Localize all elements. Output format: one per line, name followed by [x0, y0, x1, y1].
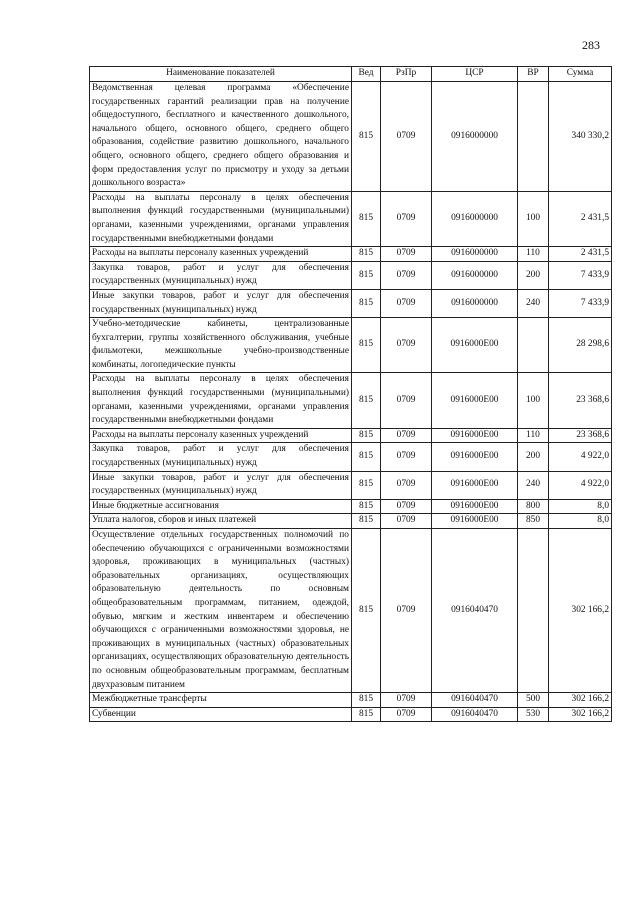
row-rzpr: 0709: [381, 191, 432, 246]
row-csr: 0916000Е00: [432, 428, 518, 443]
row-ved: 815: [352, 499, 381, 514]
row-vr: 110: [518, 428, 549, 443]
row-vr: 800: [518, 499, 549, 514]
header-ved: Вед: [352, 67, 381, 82]
row-sum: 2 431,5: [549, 191, 612, 246]
row-name: Иные бюджетные ассигнования: [90, 499, 352, 514]
row-sum: 302 166,2: [549, 707, 612, 722]
row-name: Ведомственная целевая программа «Обеспечение государственных гарантий реализации прав на получение общедоступного, бесплатного и качественного дошкольного, начального общего, основного общего, среднего общего образования, содействие развитию дошкольного, начального общего, основного общего, среднего общего образования и форм предоставления услуг по присмотру и уходу за детьми дошкольного возраста»: [90, 82, 352, 192]
row-name: Иные закупки товаров, работ и услуг для обеспечения государственных (муниципальных) нужд: [90, 289, 352, 317]
row-vr: 200: [518, 261, 549, 289]
row-csr: 0916040470: [432, 707, 518, 722]
header-name: Наименование показателей: [90, 67, 352, 82]
row-ved: 815: [352, 443, 381, 471]
row-sum: 8,0: [549, 499, 612, 514]
row-rzpr: 0709: [381, 82, 432, 192]
row-vr: 240: [518, 289, 549, 317]
table-row: [90, 289, 612, 317]
row-name: Расходы на выплаты персоналу в целях обеспечения выполнения функций государственными (муниципальными) органами, казенными учреждениями, органами управления государственными внебюджетными фондами: [90, 373, 352, 428]
row-rzpr: 0709: [381, 529, 432, 693]
row-csr: 0916000Е00: [432, 443, 518, 471]
row-ved: 815: [352, 191, 381, 246]
row-name: Осуществление отдельных государственных полномочий по обеспечению обучающихся с ограниченными возможностями здоровья, проживающих в муниципальных (частных) образовательных организациях, осуществляющих образовательную деятельность по основным общеобразовательным программам, питанием, одеждой, обувью, мягким и жестким инвентарем и обеспечению обучающихся с ограниченными возможностями здоровья, не проживающих в муниципальных (частных) образовательных организациях, осуществляющих образовательную деятельность по основным общеобразовательным программам, бесплатным двухразовым питанием: [90, 529, 352, 693]
row-vr: 110: [518, 247, 549, 262]
row-vr: 240: [518, 471, 549, 499]
table-row: [90, 443, 612, 471]
table-row: [90, 514, 612, 529]
row-rzpr: 0709: [381, 693, 432, 708]
row-rzpr: 0709: [381, 499, 432, 514]
budget-table: [89, 66, 612, 722]
row-name: Закупка товаров, работ и услуг для обеспечения государственных (муниципальных) нужд: [90, 443, 352, 471]
row-csr: 0916000Е00: [432, 514, 518, 529]
row-sum: 7 433,9: [549, 289, 612, 317]
row-csr: 0916000000: [432, 82, 518, 192]
table-row: [90, 261, 612, 289]
row-ved: 815: [352, 82, 381, 192]
row-sum: 23 368,6: [549, 373, 612, 428]
row-csr: 0916000000: [432, 191, 518, 246]
row-sum: 8,0: [549, 514, 612, 529]
row-csr: 0916000Е00: [432, 499, 518, 514]
table-header-row: [90, 67, 612, 82]
table-row: [90, 318, 612, 373]
row-rzpr: 0709: [381, 261, 432, 289]
table-row: [90, 707, 612, 722]
row-ved: 815: [352, 514, 381, 529]
row-name: Расходы на выплаты персоналу казенных учреждений: [90, 428, 352, 443]
table-row: [90, 499, 612, 514]
row-name: Закупка товаров, работ и услуг для обеспечения государственных (муниципальных) нужд: [90, 261, 352, 289]
row-vr: [518, 318, 549, 373]
row-vr: 850: [518, 514, 549, 529]
row-sum: 2 431,5: [549, 247, 612, 262]
table-row: [90, 529, 612, 693]
row-ved: 815: [352, 471, 381, 499]
row-ved: 815: [352, 428, 381, 443]
row-csr: 0916000Е00: [432, 373, 518, 428]
table-row: [90, 693, 612, 708]
row-ved: 815: [352, 318, 381, 373]
row-ved: 815: [352, 373, 381, 428]
row-csr: 0916000000: [432, 261, 518, 289]
row-rzpr: 0709: [381, 707, 432, 722]
row-rzpr: 0709: [381, 318, 432, 373]
page-number: 283: [582, 38, 600, 52]
row-csr: 0916000000: [432, 247, 518, 262]
row-sum: 7 433,9: [549, 261, 612, 289]
row-name: Субвенции: [90, 707, 352, 722]
row-csr: 0916000Е00: [432, 318, 518, 373]
row-csr: 0916040470: [432, 529, 518, 693]
row-vr: 100: [518, 191, 549, 246]
row-rzpr: 0709: [381, 247, 432, 262]
row-sum: 340 330,2: [549, 82, 612, 192]
row-sum: 4 922,0: [549, 471, 612, 499]
row-sum: 302 166,2: [549, 529, 612, 693]
header-sum: Сумма: [549, 67, 612, 82]
row-vr: [518, 82, 549, 192]
row-sum: 302 166,2: [549, 693, 612, 708]
row-name: Расходы на выплаты персоналу в целях обеспечения выполнения функций государственными (муниципальными) органами, казенными учреждениями, органами управления государственными внебюджетными фондами: [90, 191, 352, 246]
header-rzpr: РзПр: [381, 67, 432, 82]
table-row: [90, 191, 612, 246]
row-csr: 0916040470: [432, 693, 518, 708]
row-csr: 0916000Е00: [432, 471, 518, 499]
table-row: [90, 373, 612, 428]
row-ved: 815: [352, 707, 381, 722]
row-name: Расходы на выплаты персоналу казенных учреждений: [90, 247, 352, 262]
row-rzpr: 0709: [381, 428, 432, 443]
row-vr: [518, 529, 549, 693]
row-rzpr: 0709: [381, 289, 432, 317]
row-sum: 23 368,6: [549, 428, 612, 443]
row-rzpr: 0709: [381, 443, 432, 471]
row-vr: 100: [518, 373, 549, 428]
row-vr: 530: [518, 707, 549, 722]
row-ved: 815: [352, 693, 381, 708]
row-name: Межбюджетные трансферты: [90, 693, 352, 708]
row-ved: 815: [352, 289, 381, 317]
row-rzpr: 0709: [381, 514, 432, 529]
table-row: [90, 428, 612, 443]
row-sum: 28 298,6: [549, 318, 612, 373]
row-ved: 815: [352, 261, 381, 289]
header-vr: ВР: [518, 67, 549, 82]
row-vr: 500: [518, 693, 549, 708]
row-name: Уплата налогов, сборов и иных платежей: [90, 514, 352, 529]
table-row: [90, 247, 612, 262]
table-row: [90, 82, 612, 192]
row-name: Иные закупки товаров, работ и услуг для обеспечения государственных (муниципальных) нужд: [90, 471, 352, 499]
row-ved: 815: [352, 247, 381, 262]
table-row: [90, 471, 612, 499]
row-rzpr: 0709: [381, 471, 432, 499]
row-csr: 0916000000: [432, 289, 518, 317]
header-csr: ЦСР: [432, 67, 518, 82]
row-sum: 4 922,0: [549, 443, 612, 471]
row-ved: 815: [352, 529, 381, 693]
row-name: Учебно-методические кабинеты, централизованные бухгалтерии, группы хозяйственного обслуживания, учебные фильмотеки, межшкольные учебно-производственные комбинаты, логопедические пункты: [90, 318, 352, 373]
row-vr: 200: [518, 443, 549, 471]
row-rzpr: 0709: [381, 373, 432, 428]
